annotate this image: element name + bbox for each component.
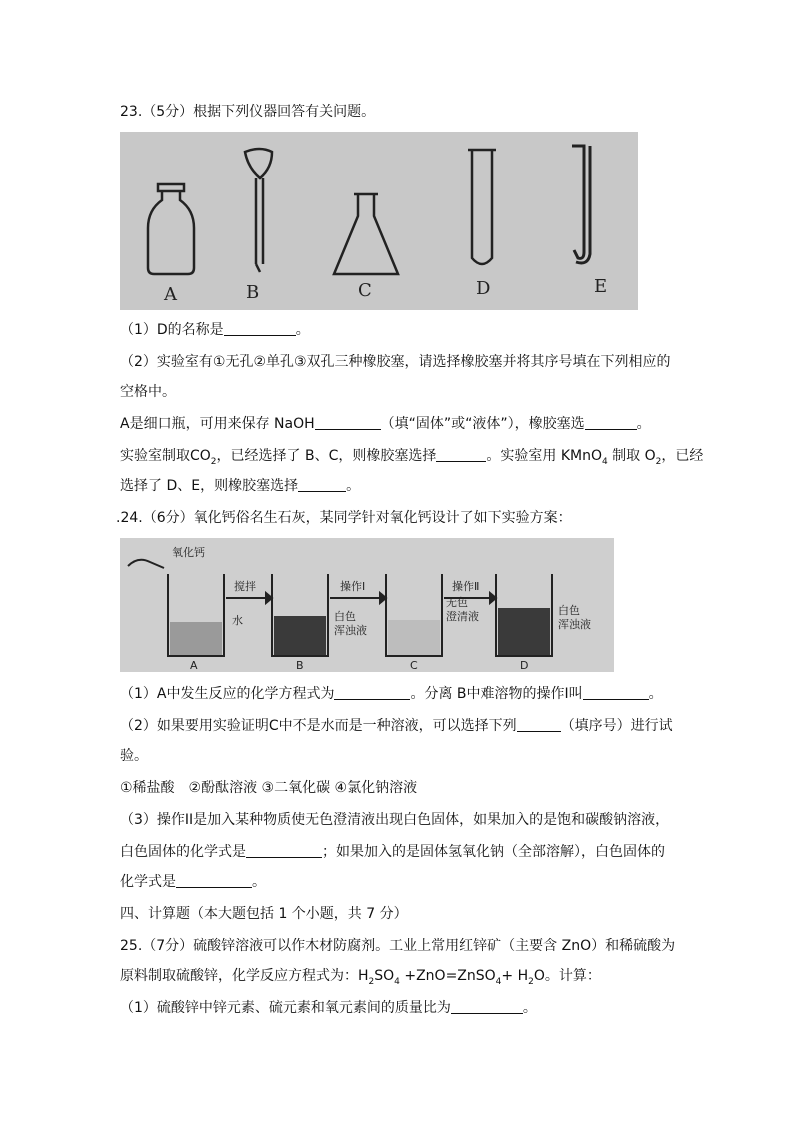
arrow-label-op2: 操作Ⅱ: [452, 580, 480, 593]
q23-part1: （1）D的名称是 。: [120, 322, 310, 338]
fig23-label-e: E: [594, 276, 608, 297]
d-note-1: 白色: [558, 604, 580, 617]
q25-line1: 25.（7分）硫酸锌溶液可以作木材防腐剂。工业上常用红锌矿（主要含 ZnO）和稀硫酸为: [120, 938, 676, 954]
fig23-label-d: D: [476, 278, 491, 299]
answer-blank[interactable]: [334, 685, 410, 700]
q24-part1: （1）A中发生反应的化学方程式为 。分离 B中难溶物的操作Ⅰ叫 。: [120, 686, 663, 702]
q23-part2-line1: （2）实验室有①无孔②单孔③双孔三种橡胶塞，请选择橡胶塞并将其序号填在下列相应的: [120, 354, 671, 370]
q24-title: .24.（6分）氧化钙俗名生石灰，某同学针对氧化钙设计了如下实验方案：: [116, 510, 572, 526]
arrow-label-op1: 操作Ⅰ: [340, 580, 366, 593]
arrow-label-stir: 搅拌: [234, 580, 256, 593]
answer-blank[interactable]: [246, 843, 322, 858]
answer-blank[interactable]: [451, 999, 523, 1014]
c-note-2: 澄清液: [446, 610, 479, 623]
b-note-2: 浑浊液: [334, 624, 367, 637]
q24-part3-line2: 白色固体的化学式是 ；如果加入的是固体氢氧化钠（全部溶解），白色固体的: [120, 844, 665, 860]
fig23-label-c: C: [358, 280, 372, 301]
turbid-liquid-d: [498, 608, 550, 655]
answer-blank[interactable]: [517, 717, 561, 732]
apparatus-figure: [120, 132, 638, 310]
d-note-2: 浑浊液: [558, 618, 591, 631]
fig24-label-d: D: [520, 659, 529, 672]
fig24-label-c: C: [410, 659, 418, 672]
answer-blank[interactable]: [315, 415, 381, 430]
q24-part2-tail: 验。: [120, 748, 148, 764]
answer-blank[interactable]: [176, 873, 252, 888]
fig23-label-b: B: [246, 282, 260, 303]
fig24-label-a: A: [190, 659, 198, 672]
clear-liquid-c: [388, 620, 440, 655]
q23-title: 23.（5分）根据下列仪器回答有关问题。: [120, 104, 376, 120]
turbid-liquid-b: [274, 616, 326, 655]
water-label: 水: [232, 614, 243, 627]
q23-line-a: A是细口瓶，可用来保存 NaOH （填“固体”或“液体”），橡胶塞选 。: [120, 416, 651, 432]
answer-blank[interactable]: [583, 685, 649, 700]
solid-sample: [170, 622, 222, 655]
answer-blank[interactable]: [298, 477, 346, 492]
q24-part3-line3: 化学式是 。: [120, 874, 266, 890]
b-note-1: 白色: [334, 610, 356, 623]
section-four-heading: 四、计算题（本大题包括 1 个小题，共 7 分）: [120, 906, 408, 922]
fig23-label-a: A: [164, 284, 177, 305]
q23-line-b: 实验室制取$CO_2$，已经选择了 B、C，则橡胶塞选择 。实验室用 KMnO$_4$ 制取 $O_2$，已经: [120, 448, 704, 467]
answer-blank[interactable]: [436, 447, 486, 462]
q24-part2: （2）如果要用实验证明C中不是水而是一种溶液，可以选择下列 （填序号）进行试: [120, 718, 673, 734]
calcium-oxide-experiment-figure: [120, 538, 614, 672]
q25-part1: （1）硫酸锌中锌元素、硫元素和氧元素间的质量比为 。: [120, 1000, 537, 1016]
q23-part2-line2: 空格中。: [120, 384, 176, 400]
reagent-label: 氧化钙: [172, 546, 205, 559]
fig24-label-b: B: [296, 659, 304, 672]
q24-options: ①稀盐酸 ②酚酞溶液 ③二氧化碳 ④氯化钠溶液: [120, 780, 418, 796]
answer-blank[interactable]: [224, 321, 296, 336]
c-note-1: 无色: [446, 596, 468, 609]
q24-part3-line1: （3）操作II是加入某种物质使无色澄清液出现白色固体，如果加入的是饱和碳酸钠溶液，: [120, 812, 670, 828]
q23-line-c: 选择了 D、E，则橡胶塞选择 。: [120, 478, 361, 494]
answer-blank[interactable]: [585, 415, 637, 430]
q25-line2: 原料制取硫酸锌，化学反应方程式为：$H_2SO_4$ +ZnO=ZnSO$_4$+ $H_2O$。计算：: [120, 968, 601, 987]
